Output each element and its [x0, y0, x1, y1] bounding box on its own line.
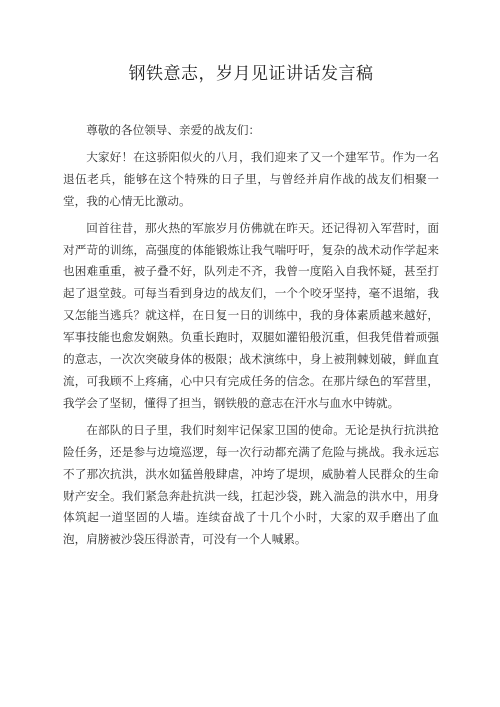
paragraph-3: 在部队的日子里，我们时刻牢记保家卫国的使命。无论是执行抗洪抢险任务，还是参与边境巡逻，每一次行动都充满了危险与挑战。我永远忘不了那次抗洪，洪水如猛兽般肆虐，冲垮了堤坝，威胁着人民群众的生命财产安全。我们紧急奔赴抗洪一线，扛起沙袋，跳入湍急的洪水中，用身体筑起一道坚固的人墙。连续奋战了十几个小时，大家的双手磨出了血泡，肩膀被沙袋压得淤青，可没有一个人喊累。	[63, 422, 439, 547]
salutation: 尊敬的各位领导、亲爱的战友们：	[86, 123, 261, 137]
document-body	[63, 120, 439, 551]
paragraph-1: 大家好！在这骄阳似火的八月，我们迎来了又一个建军节。作为一名退伍老兵，能够在这个特殊的日子里，与曾经并肩作战的战友们相聚一堂，我的心情无比激动。	[63, 149, 439, 208]
document-title: 钢铁意志，岁月见证讲话发言稿	[128, 64, 374, 84]
paragraph-2: 回首往昔，那火热的军旅岁月仿佛就在昨天。还记得初入军营时，面对严苛的训练，高强度的体能锻炼让我气喘吁吁，复杂的战术动作学起来也困难重重，被子叠不好，队列走不齐，我曾一度陷入自我怀疑，甚至打起了退堂鼓。可每当看到身边的战友们，一个个咬牙坚持，毫不退缩，我又怎能当逃兵？就这样，在日复一日的训练中，我的身体素质越来越好，军事技能也愈发娴熟。负重长跑时，双腿如灌铅般沉重，但我凭借着顽强的意志，一次次突破身体的极限；战术演练中，身上被荆棘划破，鲜血直流，可我顾不上疼痛，心中只有完成任务的信念。在那片绿色的军营里，我学会了坚韧，懂得了担当，钢铁般的意志在汗水与血水中铸就。	[63, 220, 439, 410]
